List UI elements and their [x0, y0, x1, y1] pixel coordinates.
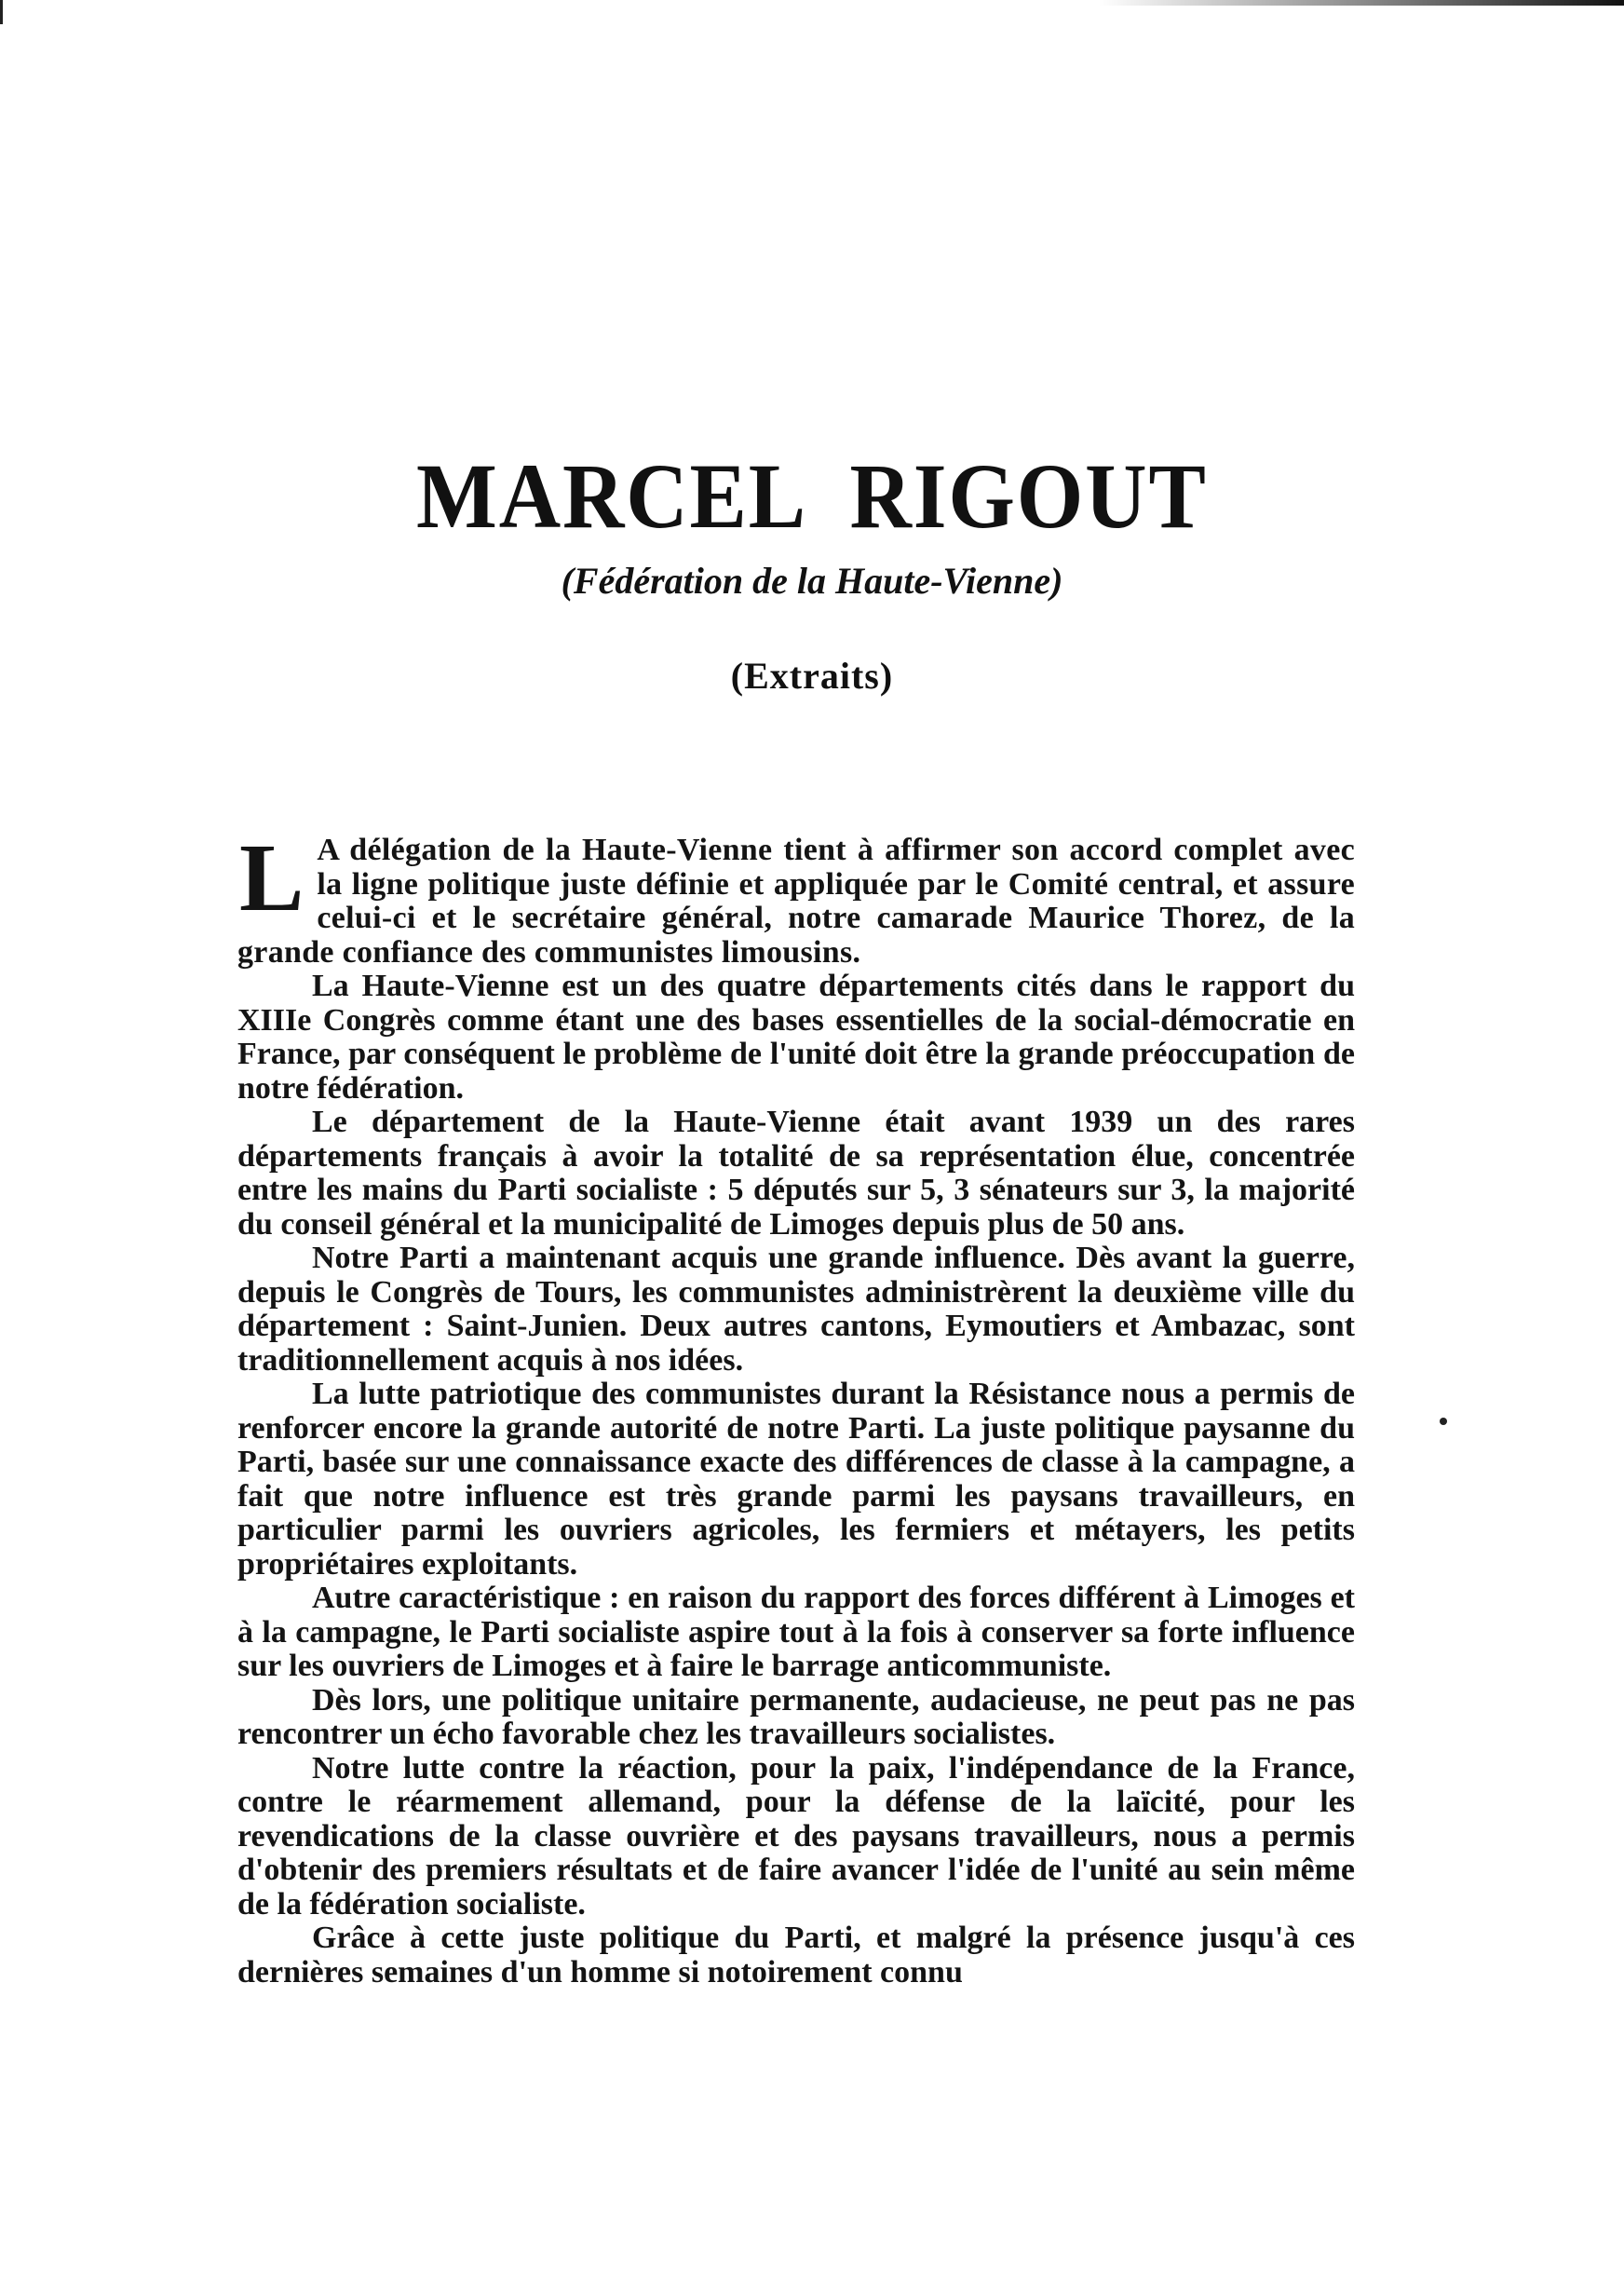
paragraph-6: Autre caractéristique : en raison du rapport des forces différent à Limoges et à la campagne, le Parti socialiste aspire tout à la fois à conserver sa forte influence sur les ouvriers de Limoges et à faire le barrage anticommuniste.	[237, 1581, 1355, 1683]
scan-margin-mark	[0, 0, 3, 24]
paragraph-2: La Haute-Vienne est un des quatre départements cités dans le rapport du XIIIe Congrès comme étant une des bases essentielles de la social-démocratie en France, par conséquent le problème de l'unité doit être la grande préoccupation de notre fédération.	[237, 969, 1355, 1106]
page-subtitle: (Fédération de la Haute-Vienne)	[561, 560, 1063, 602]
paragraph-8: Notre lutte contre la réaction, pour la paix, l'indépendance de la France, contre le réarmement allemand, pour la défense de la laïcité, pour les revendications de la classe ouvrière et des paysans travailleurs, nous a permis d'obtenir des premiers résultats et de faire avancer l'idée de l'unité au sein même de la fédération socialiste.	[237, 1750, 1355, 1922]
drop-cap: L	[239, 824, 304, 931]
paragraph-7: Dès lors, une politique unitaire permanente, audacieuse, ne peut pas ne pas rencontrer un écho favorable chez les travailleurs socialistes.	[237, 1682, 1355, 1751]
paragraph-5: La lutte patriotique des communistes durant la Résistance nous a permis de renforcer encore la grande autorité de notre Parti. La juste politique paysanne du Parti, basée sur une connaissance exacte des différences de classe à la campagne, a fait que notre influence est très grande parmi les paysans travailleurs, en particulier parmi les ouvriers agricoles, les fermiers et métayers, les petits propriétaires exploitants.	[237, 1377, 1355, 1582]
page-title: MARCEL RIGOUT	[416, 444, 1208, 548]
paragraph-4: Notre Parti a maintenant acquis une grande influence. Dès avant la guerre, depuis le Congrès de Tours, les communistes administrèrent la deuxième ville du département : Saint-Junien. Deux autres cantons, Eymoutiers et Ambazac, sont traditionnellement acquis à nos idées.	[237, 1241, 1355, 1378]
paragraph-3: Le département de la Haute-Vienne était avant 1939 un des rares départements français à avoir la totalité de sa représentation élue, concentrée entre les mains du Parti socialiste : 5 députés sur 5, 3 sénateurs sur 3, la majorité du conseil général et la municipalité de Limoges depuis plus de 50 ans.	[237, 1105, 1355, 1242]
paragraph-1	[237, 824, 1355, 970]
paragraph-9: Grâce à cette juste politique du Parti, et malgré la présence jusqu'à ces dernières semaines d'un homme si notoirement connu	[237, 1921, 1355, 1989]
scan-edge-artifact	[1099, 0, 1624, 6]
paragraph-1-text: A délégation de la Haute-Vienne tient à affirmer son accord complet avec la ligne politique juste définie et appliquée par le Comité central, et assure celui-ci et le secrétaire général, notre camarade Maurice Thorez, de la grande confiance des communistes limousins.	[237, 833, 1355, 970]
article-body	[237, 824, 1355, 1989]
scan-speck	[1440, 1418, 1447, 1425]
extraits-note: (Extraits)	[730, 655, 894, 697]
